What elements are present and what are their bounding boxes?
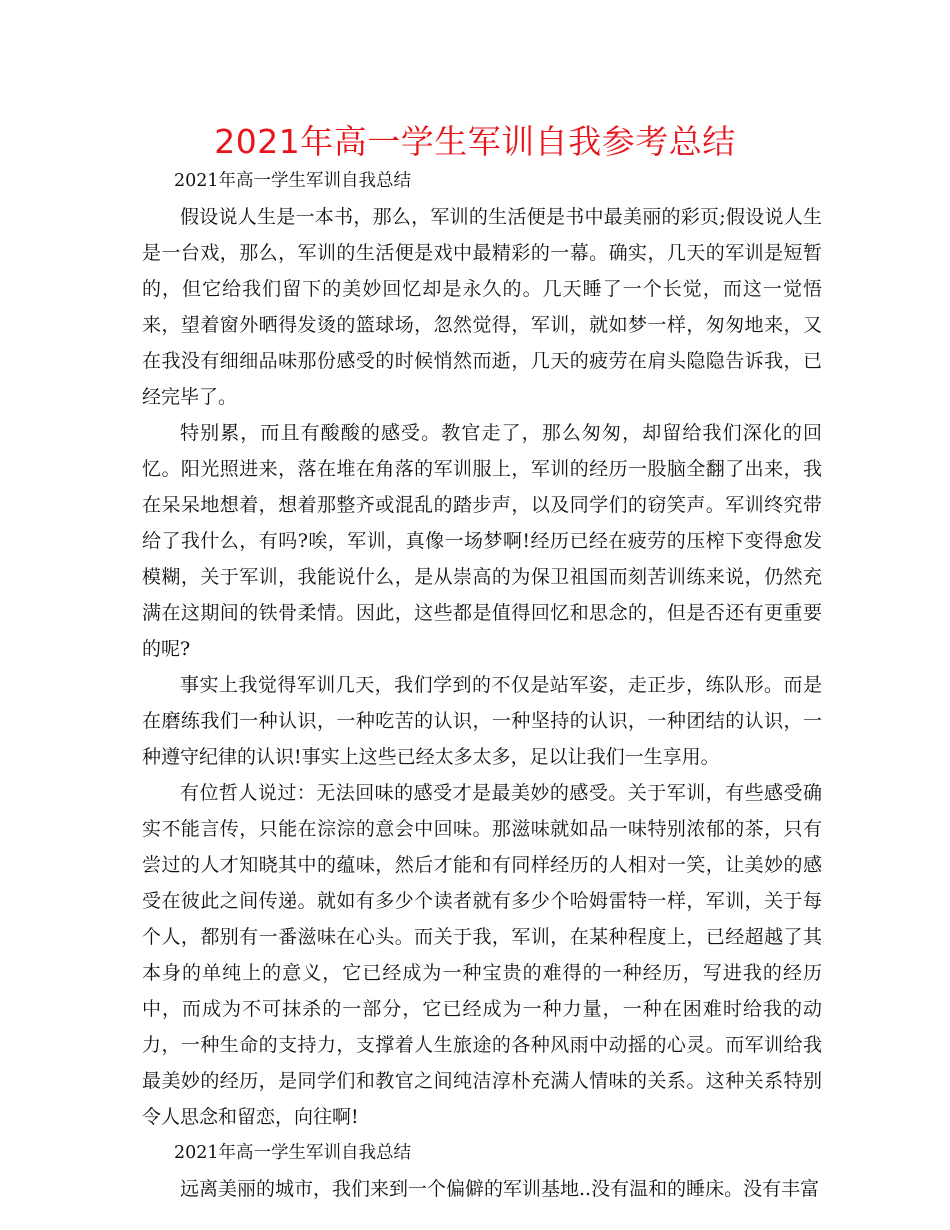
- document-body: [142, 163, 822, 1207]
- body-paragraph: 有位哲人说过：无法回味的感受才是最美妙的感受。关于军训，有些感受确实不能言传，只能在淙淙的意会中回味。那滋味就如品一味特别浓郁的茶，只有尝过的人才知晓其中的蕴味，然后才能和有同样经历的人相对一笑，让美妙的感受在彼此之间传递。就如有多少个读者就有多少个哈姆雷特一样，军训，关于每个人，都别有一番滋味在心头。而关于我，军训，在某种程度上，已经超越了其本身的单纯上的意义，它已经成为一种宝贵的难得的一种经历，写进我的经历中，而成为不可抹杀的一部分，它已经成为一种力量，一种在困难时给我的动力，一种生命的支持力，支撑着人生旅途的各种风雨中动摇的心灵。而军训给我最美妙的经历，是同学们和教官之间纯洁淳朴充满人情味的关系。这种关系特别令人思念和留恋，向往啊!: [142, 782, 822, 1128]
- body-paragraph: 远离美丽的城市，我们来到一个偏僻的军训基地..没有温和的睡床。没有丰富: [180, 1178, 820, 1200]
- document-title: 2021年高一学生军训自我参考总结: [214, 122, 736, 161]
- body-paragraph: 事实上我觉得军训几天，我们学到的不仅是站军姿，走正步，练队形。而是在磨练我们一种认识，一种吃苦的认识，一种坚持的认识，一种团结的认识，一种遵守纪律的认识!事实上这些已经太多太多，足以让我们一生享用。: [142, 674, 822, 768]
- body-paragraph: 假设说人生是一本书，那么，军训的生活便是书中最美丽的彩页;假设说人生是一台戏，那么，军训的生活便是戏中最精彩的一幕。确实，几天的军训是短暂的，但它给我们留下的美妙回忆却是永久的。几天睡了一个长觉，而这一觉悟来，望着窗外晒得发烫的篮球场，忽然觉得，军训，就如梦一样，匆匆地来，又在我没有细细品味那份感受的时候悄然而逝，几天的疲劳在肩头隐隐告诉我，已经完毕了。: [142, 206, 822, 408]
- section-subheading: 2021年高一学生军训自我总结: [174, 1143, 412, 1163]
- body-paragraph: 特别累，而且有酸酸的感受。教官走了，那么匆匆，却留给我们深化的回忆。阳光照进来，落在堆在角落的军训服上，军训的经历一股脑全翻了出来，我在呆呆地想着，想着那整齐或混乱的踏步声，以及同学们的窃笑声。军训终究带给了我什么，有吗?唉，军训，真像一场梦啊!经历已经在疲劳的压榨下变得愈发模糊，关于军训，我能说什么，是从崇高的为保卫祖国而刻苦训练来说，仍然充满在这期间的铁骨柔情。因此，这些都是值得回忆和思念的，但是否还有更重要的呢?: [142, 422, 822, 660]
- section-subheading: 2021年高一学生军训自我总结: [174, 171, 412, 191]
